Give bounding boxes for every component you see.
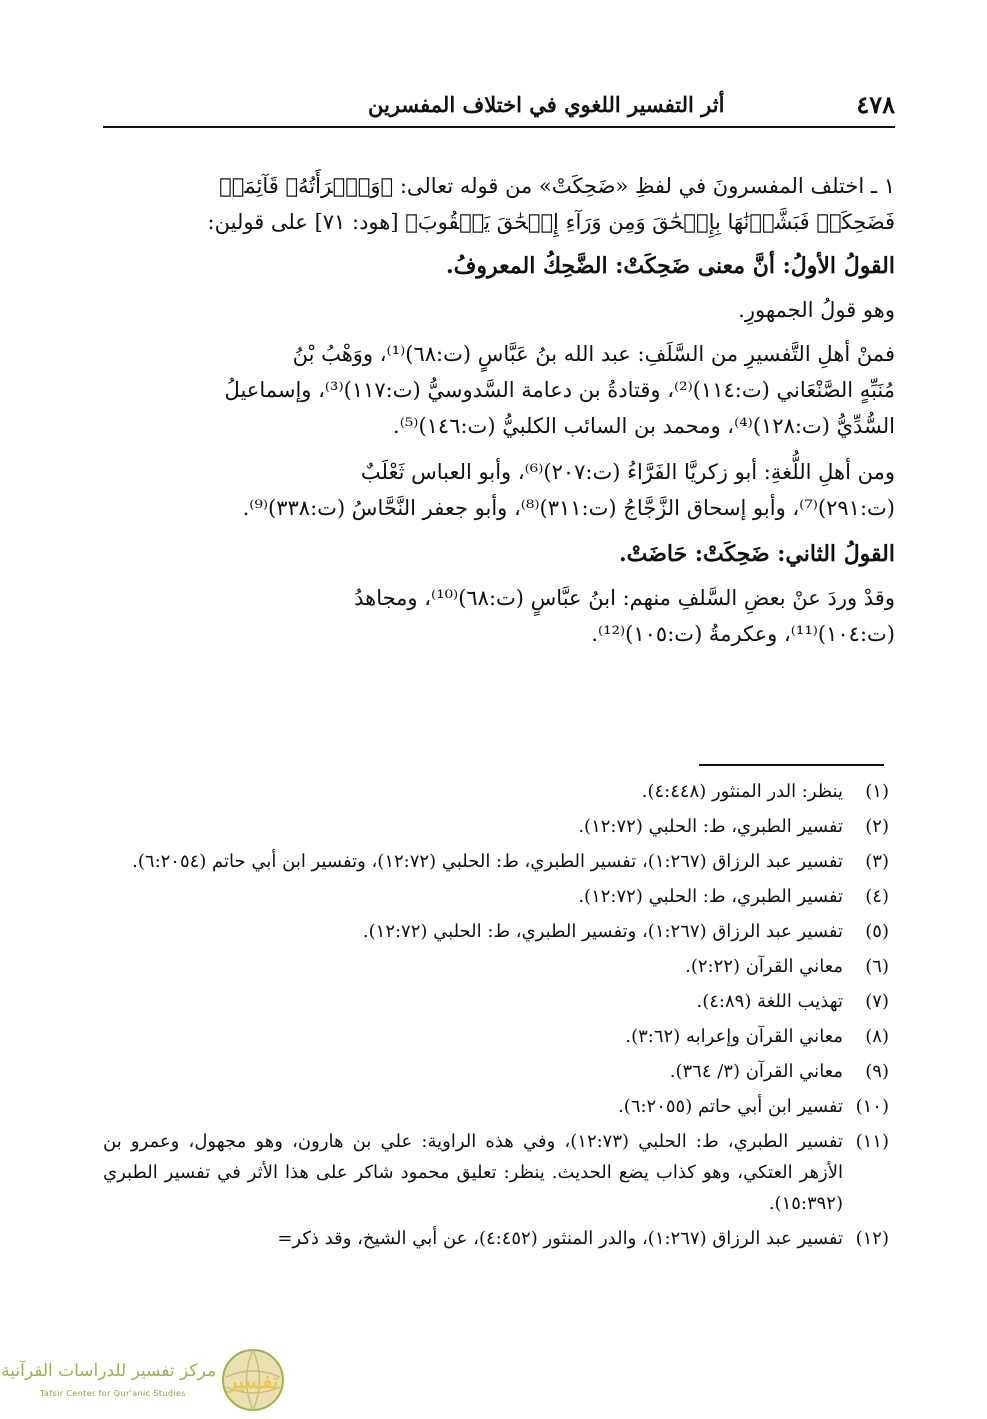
footnote-number: (١١): [855, 1131, 889, 1152]
footnote: [103, 881, 895, 912]
footnotes: [103, 776, 895, 1258]
footnote: [103, 1223, 895, 1254]
intro-paragraph: [103, 168, 895, 240]
footnote-text: تفسير الطبري، ط: الحلبي (١٢:٧٢).: [578, 886, 843, 907]
footnote: [103, 951, 895, 982]
linguists-paragraph: [103, 454, 895, 526]
footnote-text: تفسير عبد الرزاق (١:٢٦٧)، والدر المنثور (٤:٤٥٢)، عن أبي الشيخ، وقد ذكر=: [277, 1228, 843, 1249]
logo-mark-word: تفسير: [227, 1369, 279, 1393]
footnote-number: (٣): [865, 851, 889, 872]
text-line: (ت:٢٩١)⁽⁷⁾، وأبو إسحاق الزَّجَّاجُ (ت:٣١١)⁽⁸⁾، وأبو جعفر النَّحَّاسُ (ت:٣٣٨)⁽⁹⁾.: [242, 496, 895, 520]
majority-note: وهو قولُ الجمهورِ.: [738, 298, 895, 322]
footnote-number: (٩): [865, 1061, 889, 1082]
text-line: مُنَبِّهٍ الصَّنْعَاني (ت:١١٤)⁽²⁾، وقتادةُ بن دعامة السَّدوسيُّ (ت:١١٧)⁽³⁾، وإسماعيلُ: [224, 378, 895, 402]
footnote-text: تهذيب اللغة (٤:٨٩).: [696, 991, 843, 1012]
footnote-text: معاني القرآن (٢:٢٢).: [685, 956, 843, 977]
text-line: فمنْ أهلِ التَّفسيرِ من السَّلَفِ: عبد الله بنُ عَبَّاسٍ (ت:٦٨)⁽¹⁾، ووَهْبُ بْنُ: [292, 342, 895, 366]
exegetes-paragraph: [103, 336, 895, 444]
footnote: [103, 1091, 895, 1122]
footnote-separator: [699, 764, 884, 766]
footnote-number: (٨): [865, 1026, 889, 1047]
text-line: فَضَحِكَتۡ فَبَشَّرۡنَٰهَا بِإِسۡحَٰقَ وَمِن وَرَآءِ إِسۡحَٰقَ يَعۡقُوبَ﴾ [هود: ٧١] على قولين:: [207, 210, 895, 234]
footnote-text: معاني القرآن وإعرابه (٣:٦٢).: [625, 1026, 843, 1047]
footnote-text: تفسير الطبري، ط: الحلبي (١٢:٧٢).: [578, 816, 843, 837]
footnote-number: (٤): [865, 886, 889, 907]
footnote: [103, 986, 895, 1017]
page-number: ٤٧٨: [856, 90, 895, 119]
footnote-number: (١٢): [855, 1228, 889, 1249]
first-saying-heading: القولُ الأولُ: أنَّ معنى ضَحِكَتْ: الضَّحِكُ المعروفُ.: [445, 253, 895, 279]
tafsir-center-logo: [0, 1347, 300, 1417]
footnote-text: معاني القرآن (٣/ ٣٦٤).: [669, 1061, 843, 1082]
footnote-text: تفسير ابن أبي حاتم (٦:٢٠٥٥).: [618, 1096, 843, 1117]
footnote: [103, 1056, 895, 1087]
logo-english-name: Tafsir Center for Qur'anic Studies: [40, 1389, 186, 1398]
second-saying-heading: القولُ الثاني: ضَحِكَتْ: حَاضَتْ.: [618, 541, 895, 567]
footnote-number: (٧): [865, 991, 889, 1012]
main-text: [103, 168, 895, 660]
page-header: [103, 86, 895, 128]
footnote-text: تفسير عبد الرزاق (١:٢٦٧)، وتفسير الطبري، ط: الحلبي (١٢:٧٢).: [362, 921, 843, 942]
text-line: ١ ـ اختلف المفسرونَ في لفظِ «ضَحِكَتْ» من قوله تعالى: ﴿وَٱمۡرَأَتُهُۥ قَآئِمَةٞ: [219, 174, 895, 198]
footnote-text: تفسير عبد الرزاق (١:٢٦٧)، تفسير الطبري، ط: الحلبي (١٢:٧٢)، وتفسير ابن أبي حاتم (٦:٢٠٥٤).: [132, 851, 843, 872]
footnote-number: (١): [865, 781, 889, 802]
footnote-number: (٥): [865, 921, 889, 942]
footnote: [103, 846, 895, 877]
footnote: [103, 811, 895, 842]
text-line: ومن أهلِ اللُّغةِ: أبو زكريَّا الفَرَّاءُ (ت:٢٠٧)⁽⁶⁾، وأبو العباس ثَعْلَبٌ: [360, 460, 895, 484]
running-title: أثر التفسير اللغوي في اختلاف المفسرين: [368, 92, 725, 117]
footnote: [103, 916, 895, 947]
footnote-text: ينظر: الدر المنثور (٤:٤٤٨).: [641, 781, 843, 802]
footnote: [103, 1126, 895, 1219]
footnote: [103, 1021, 895, 1052]
footnote-number: (١٠): [855, 1096, 889, 1117]
footnote-text: تفسير الطبري، ط: الحلبي (١٢:٧٣)، وفي هذه الراوية: علي بن هارون، وهو مجهول، وعمرو بن الأزهر العتكي، وهو كذاب يضع الحديث. ينظر: تعليق محمود شاكر على هذا الأثر في تفسير الطبري (١٥:٣٩٢).: [103, 1131, 844, 1214]
text-line: السُّدِّيُّ (ت:١٢٨)⁽⁴⁾، ومحمد بن السائب الكلبيُّ (ت:١٤٦)⁽⁵⁾.: [393, 414, 895, 438]
text-line: وقدْ وردَ عنْ بعضِ السَّلفِ منهم: ابنُ عبَّاسٍ (ت:٦٨)⁽¹⁰⁾، ومجاهدُ: [354, 586, 895, 610]
footnote: [103, 776, 895, 807]
logo-arabic-name: مركز تفسير للدراسات القرآنية: [1, 1361, 216, 1381]
footnote-number: (٢): [865, 816, 889, 837]
text-line: (ت:١٠٤)⁽¹¹⁾، وعكرمةُ (ت:١٠٥)⁽¹²⁾.: [591, 622, 895, 646]
second-saying-paragraph: [103, 580, 895, 652]
footnote-number: (٦): [865, 956, 889, 977]
